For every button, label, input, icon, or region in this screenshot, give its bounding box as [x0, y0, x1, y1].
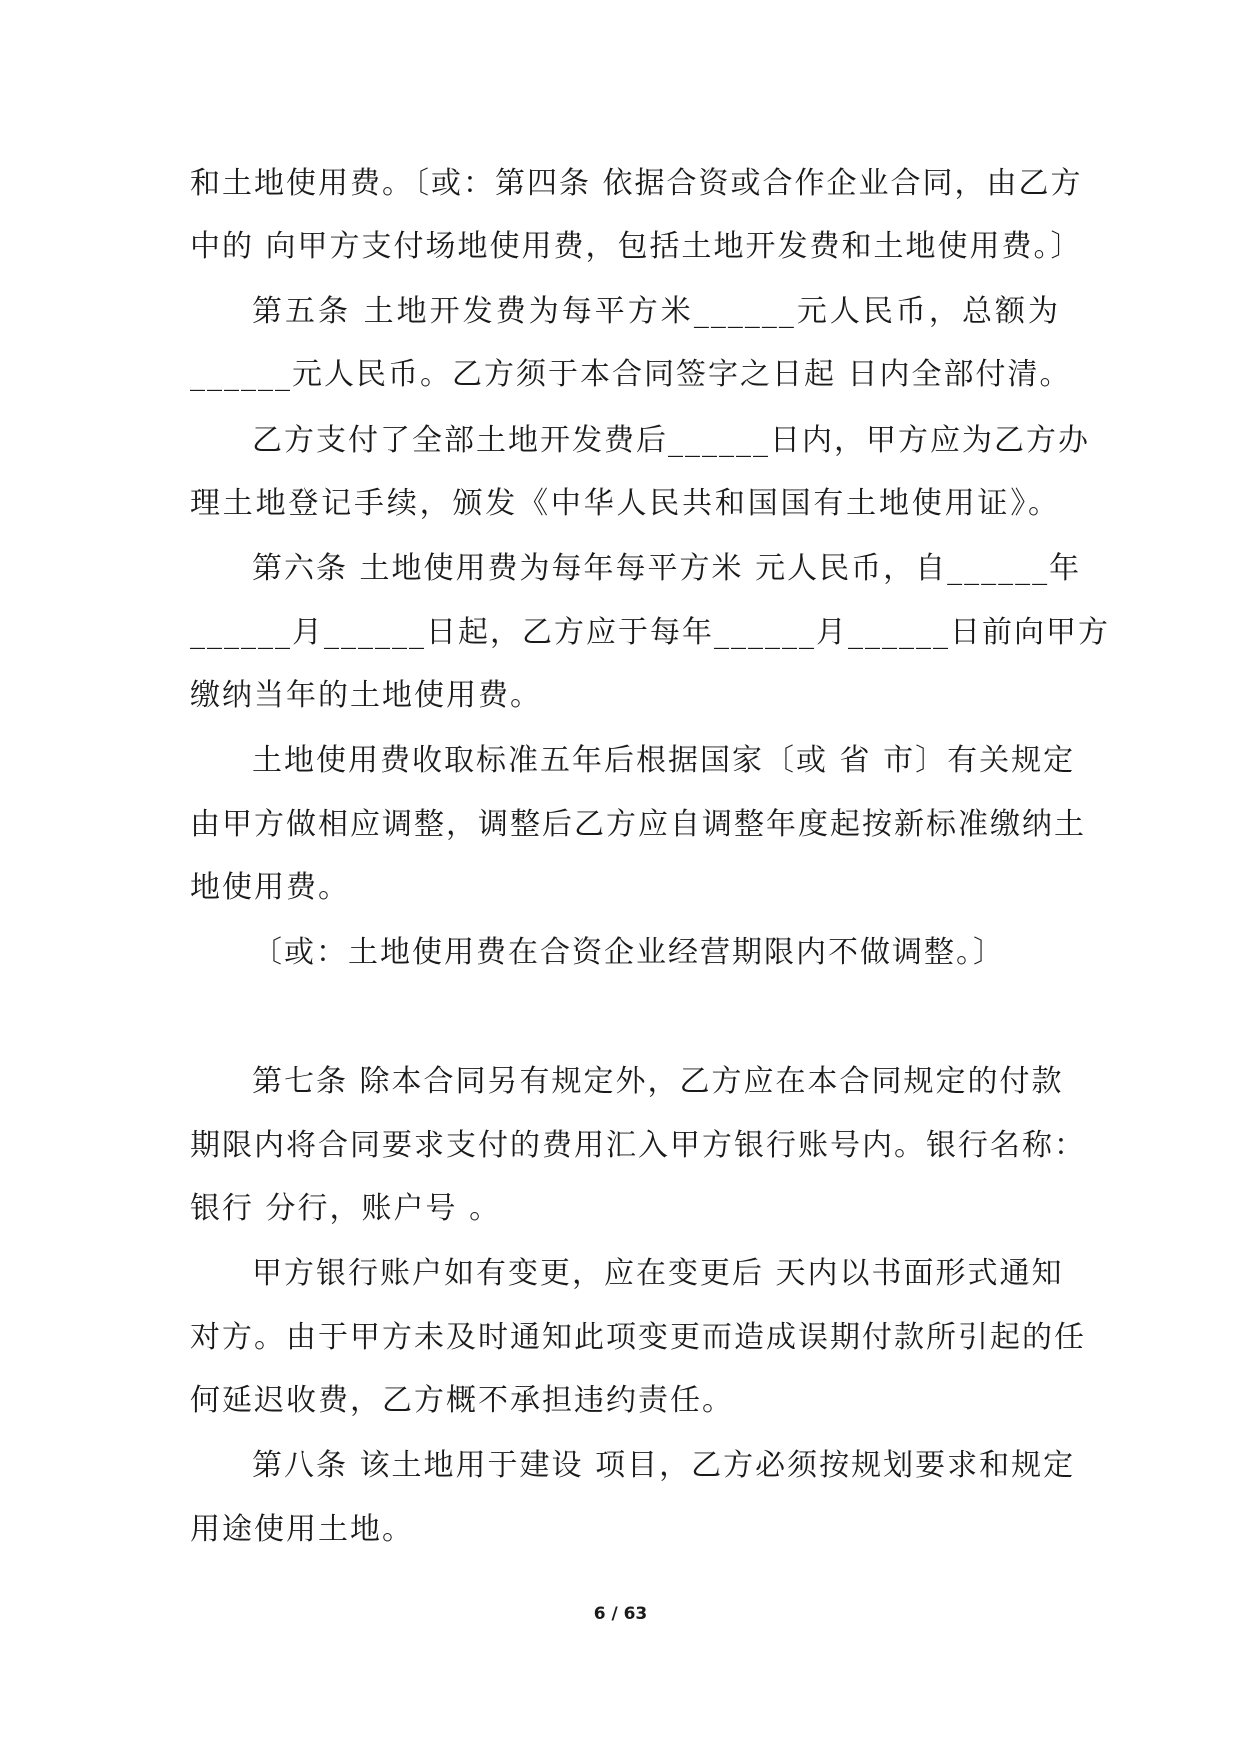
text-line: 〔或：土地使用费在合资企业经营期限内不做调整。〕: [252, 935, 1005, 970]
text-line: 中的 向甲方支付场地使用费，包括土地开发费和土地使用费。〕: [190, 229, 1083, 264]
text-line: 缴纳当年的土地使用费。: [190, 678, 542, 713]
text-line: 地使用费。: [190, 870, 350, 905]
text-line: 银行 分行，账户号 。: [190, 1191, 502, 1226]
text-line: 理土地登记手续，颁发《中华人民共和国国有土地使用证》。: [190, 486, 1060, 521]
text-line: 乙方支付了全部土地开发费后______日内，甲方应为乙方办: [252, 423, 1090, 458]
text-line: 第六条 土地使用费为每年每平方米 元人民币，自______年: [252, 551, 1082, 586]
text-line: 期限内将合同要求支付的费用汇入甲方银行账号内。银行名称：: [190, 1128, 1086, 1163]
text-line: 甲方银行账户如有变更，应在变更后 天内以书面形式通知: [252, 1256, 1064, 1291]
text-line: 第八条 该土地用于建设 项目，乙方必须按规划要求和规定: [252, 1448, 1076, 1483]
text-line: 何延迟收费，乙方概不承担违约责任。: [190, 1383, 734, 1418]
text-line: 土地使用费收取标准五年后根据国家〔或 省 市〕有关规定: [252, 743, 1076, 778]
text-line: 由甲方做相应调整，调整后乙方应自调整年度起按新标准缴纳土: [190, 807, 1086, 842]
text-line: 对方。由于甲方未及时通知此项变更而造成误期付款所引起的任: [190, 1320, 1086, 1355]
text-line: 第七条 除本合同另有规定外，乙方应在本合同规定的付款: [252, 1064, 1064, 1099]
page-number: 6 / 63: [593, 1604, 648, 1624]
text-line: ______元人民币。乙方须于本合同签字之日起 日内全部付清。: [190, 357, 1072, 392]
text-line: 和土地使用费。〔或：第四条 依据合资或合作企业合同，由乙方: [190, 166, 1083, 201]
text-line: ______月______日起，乙方应于每年______月______日前向甲方: [190, 615, 1110, 650]
text-line: 用途使用土地。: [190, 1512, 414, 1547]
text-line: 第五条 土地开发费为每平方米______元人民币，总额为: [252, 294, 1060, 329]
